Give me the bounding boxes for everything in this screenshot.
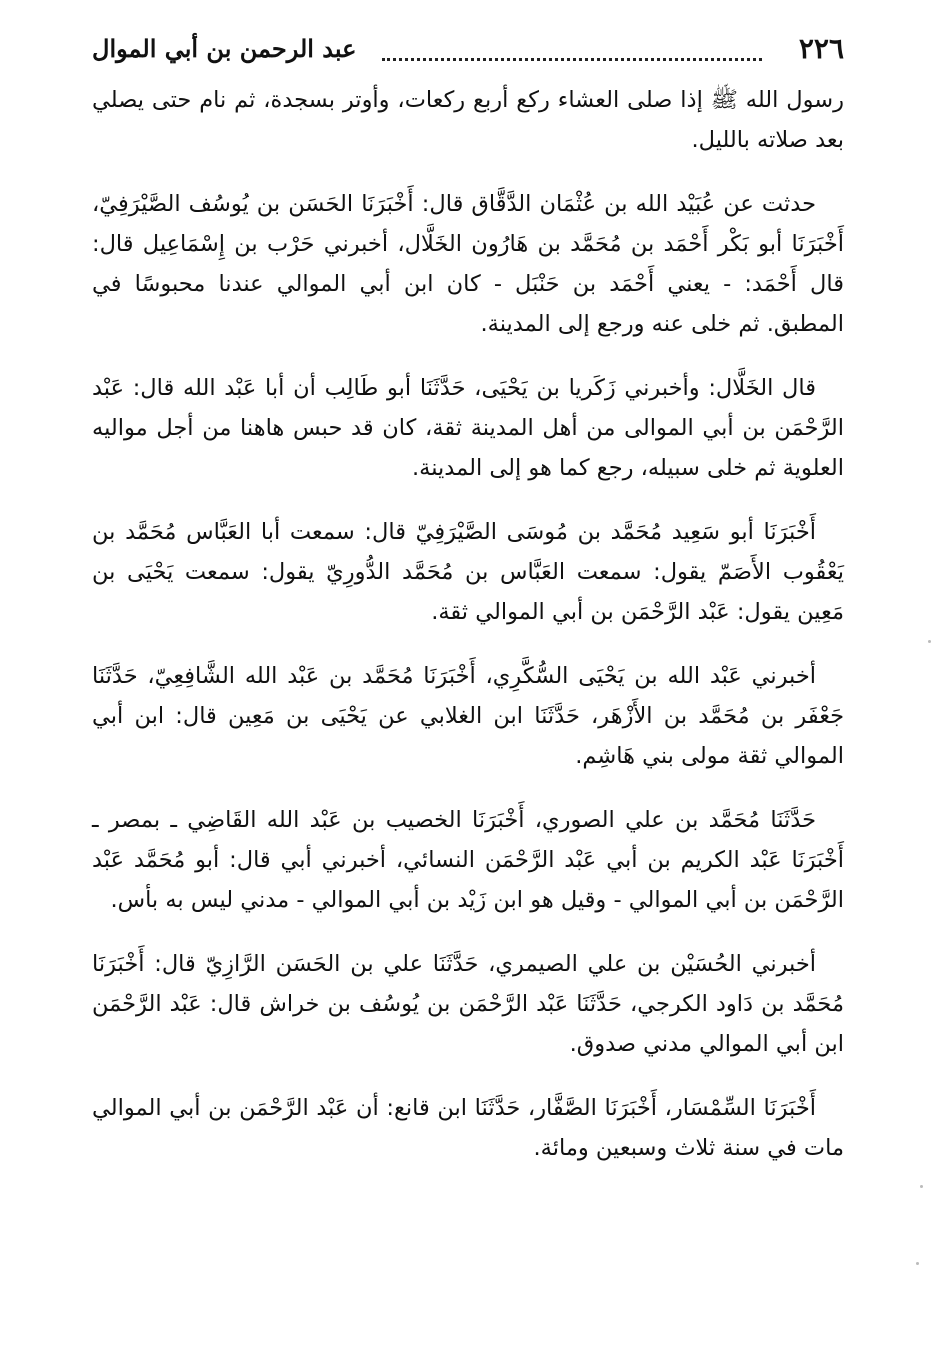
paragraph-ibn-khirash-report: أخبرني الحُسَيْن بن علي الصيمري، حَدَّثَنَا علي بن الحَسَن الرَّازِيّ قال: أَخْبَرَنَا مُحَمَّد بن دَاود الكرجي، حَدَّثَنَا عَبْد الرَّحْمَن بن يُوسُف بن خراش قال: عَبْد الرَّحْمَن ابن أبي الموالي مدني صدوق. [92,951,844,1057]
paragraph-khallal-report: قال الخَلَّال: وأخبرني زَكَريا بن يَحْيَى، حَدَّثَنَا أبو طَالِب أن أبا عَبْد الله قال: عَبْد الرَّحْمَن بن أبي الموالى من أهل المدينة ثقة، كان قد حبس هاهنا من أجل مواليه العلوية ثم خلى سبيله، رجع كما هو إلى المدينة. [92,375,844,481]
paragraph-ibn-main-report: أَخْبَرَنَا أبو سَعِيد مُحَمَّد بن مُوسَى الصَّيْرَفِيّ قال: سمعت أبا العَبَّاس مُحَمَّد بن يَعْقُوب الأَصَمّ يقول: سمعت العَبَّاس بن مُحَمَّد الدُّورِيّ يقول: سمعت يَحْيَى بن مَعِين يقول: عَبْد الرَّحْمَن بن أبي الموالي ثقة. [92,519,844,625]
header-dotted-rule [382,58,762,61]
page-header [92,30,844,70]
paragraph-death-date: أَخْبَرَنَا السِّمْسَار، أَخْبَرَنَا الصَّفَّار، حَدَّثَنَا ابن قانع: أن عَبْد الرَّحْمَن بن أبي الموالي مات في سنة ثلاث وسبعين ومائة. [92,1095,844,1161]
paragraph-hanbal-report: حدثت عن عُبَيْد الله بن عُثْمَان الدَّقَّاق قال: أَخْبَرَنَا الحَسَن بن يُوسُف الصَّيْرَفِيّ، أَخْبَرَنَا أبو بَكْر أَحْمَد بن مُحَمَّد بن هَارُون الخَلَّال، أخبرني حَرْب بن إِسْمَاعِيل قال: قال أَحْمَد: - يعني أَحْمَد بن حَنْبَل - كان ابن أبي الموالي عندنا محبوسًا في المطبق. ثم خلى عنه ورجع إلى المدينة. [92,191,844,337]
scan-speck [920,1185,923,1188]
paragraph-nasai-report: حَدَّثَنَا مُحَمَّد بن علي الصوري، أَخْبَرَنَا الخصيب بن عَبْد الله القَاضِي ـ بمصر ـ أَخْبَرَنَا عَبْد الكريم بن أبي عَبْد الرَّحْمَن النسائي، أخبرني أبي قال: أبو مُحَمَّد عَبْد الرَّحْمَن بن أبي الموالي - وقيل هو ابن زَيْد بن أبي الموالي - مدني ليس به بأس. [92,807,844,913]
paragraph-ghallabi-report: أخبرني عَبْد الله بن يَحْيَى السُّكَّرِي، أَخْبَرَنَا مُحَمَّد بن عَبْد الله الشَّافِعِيّ، حَدَّثَنَا جَعْفَر بن مُحَمَّد بن الأَزْهَر، حَدَّثَنَا ابن الغلابي عن يَحْيَى بن مَعِين قال: ابن أبي الموالي ثقة مولى بني هَاشِم. [92,663,844,769]
scan-speck [928,640,931,643]
page-number: ٢٢٦ [798,32,844,65]
scan-speck [916,1262,919,1265]
running-title: عبد الرحمن بن أبي الموال [92,34,357,63]
paragraph-continuation: رسول الله ﷺ إذا صلى العشاء ركع أربع ركعات، وأوتر بسجدة، ثم نام حتى يصلي بعد صلاته بالليل. [92,87,844,153]
page-body [92,80,844,1168]
